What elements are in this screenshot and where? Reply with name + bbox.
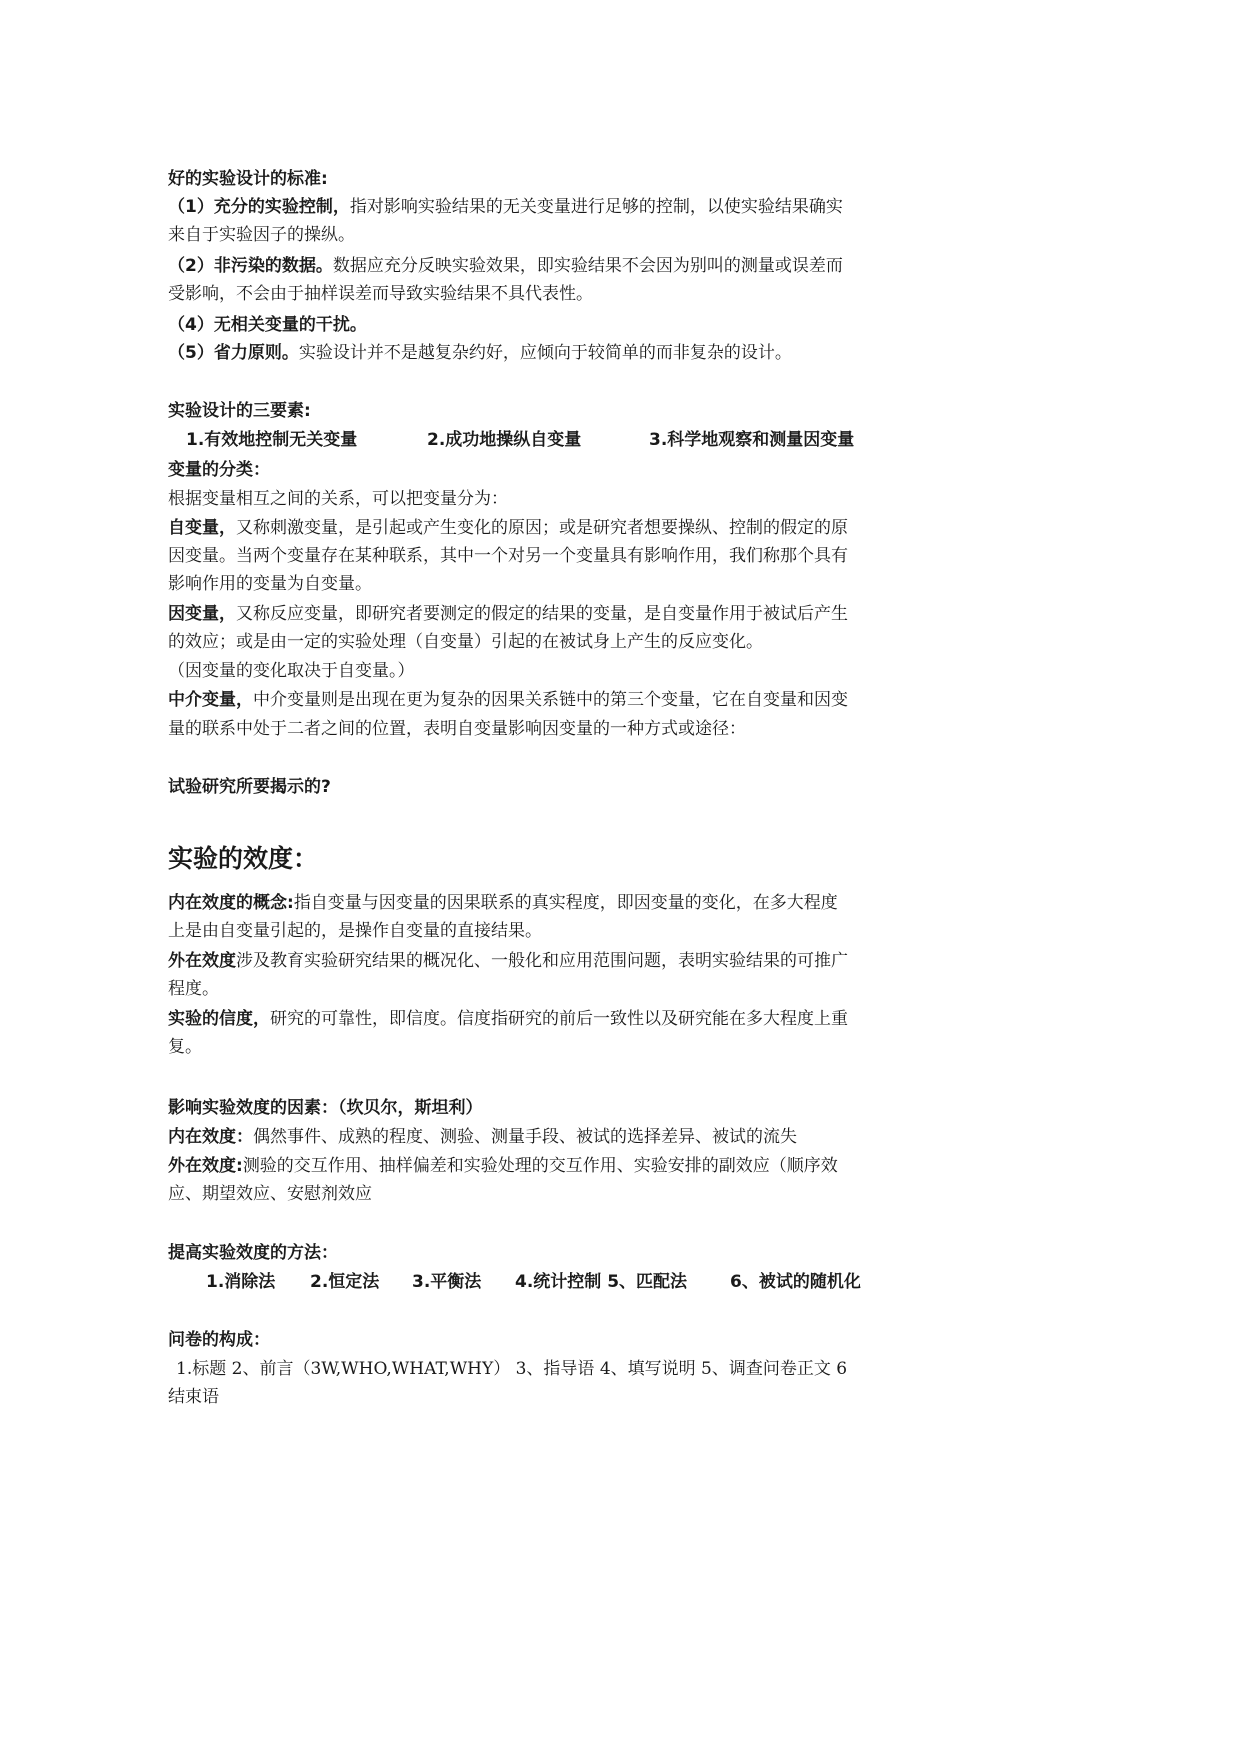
internal-validity [168, 890, 838, 916]
dv-note: （因变量的变化取决于自变量。） [168, 661, 415, 681]
elements-heading: 实验设计的三要素: [168, 401, 311, 421]
methods-item-1: 1.消除法 [206, 1272, 276, 1292]
criteria-item-1-cont: 来自于实验因子的操纵。 [168, 225, 355, 245]
mv-definition [168, 687, 848, 713]
validity-title: 实验的效度： [168, 844, 319, 873]
methods-heading: 提高实验效度的方法： [168, 1243, 338, 1263]
dv-text: 又称反应变量，即研究者要测定的假定的结果的变量，是自变量作用于被试后产生 [236, 604, 848, 624]
questionnaire-parts: 1.标题 2、前言（3W,WHO,WHAT,WHY） 3、指导语 4、填写说明 5、调查问卷正文 6 [176, 1359, 848, 1379]
reliability-cont: 复。 [168, 1037, 202, 1057]
factors-internal-text: 偶然事件、成熟的程度、测验、测量手段、被试的选择差异、被试的流失 [253, 1127, 797, 1147]
dv-label: 因变量， [168, 604, 236, 624]
criteria-item-2-text: 数据应充分反映实验效果，即实验结果不会因为别叫的测量或误差而 [332, 256, 843, 276]
dv-text-cont: 的效应；或是由一定的实验处理（自变量）引起的在被试身上产生的反应变化。 [168, 632, 763, 652]
questionnaire-heading: 问卷的构成： [168, 1330, 270, 1350]
external-validity-cont: 程度。 [168, 979, 219, 999]
criteria-item-5 [168, 340, 792, 366]
external-validity [168, 948, 848, 974]
iv-definition [168, 515, 848, 541]
reliability [168, 1006, 848, 1032]
research-question: 试验研究所要揭示的? [168, 777, 331, 797]
internal-validity-cont: 上是由自变量引起的，是操作自变量的直接结果。 [168, 921, 542, 941]
criteria-heading: 好的实验设计的标准: [168, 169, 328, 189]
iv-text: 又称刺激变量，是引起或产生变化的原因；或是研究者想要操纵、控制的假定的原 [236, 518, 848, 538]
variables-heading: 变量的分类： [168, 460, 270, 480]
mv-label: 中介变量， [168, 690, 253, 710]
methods-item-5: 6、被试的随机化 [730, 1272, 861, 1292]
criteria-item-1-label: （1）充分的实验控制， [168, 197, 350, 217]
reliability-text: 研究的可靠性，即信度。信度指研究的前后一致性以及研究能在多大程度上重 [270, 1009, 848, 1029]
factors-internal [168, 1124, 797, 1150]
iv-label: 自变量， [168, 518, 236, 538]
elements-item-1: 1.有效地控制无关变量 [186, 430, 358, 450]
iv-text-cont-1: 因变量。当两个变量存在某种联系，其中一个对另一个变量具有影响作用，我们称那个具有 [168, 546, 848, 566]
criteria-item-2-label: （2）非污染的数据。 [168, 256, 333, 276]
variables-intro: 根据变量相互之间的关系，可以把变量分为： [168, 489, 508, 509]
factors-external [168, 1153, 838, 1179]
factors-external-label: 外在效度: [168, 1156, 243, 1176]
factors-external-text: 测验的交互作用、抽样偏差和实验处理的交互作用、实验安排的副效应（顺序效 [242, 1156, 838, 1176]
criteria-item-1 [168, 194, 843, 220]
document-page [168, 0, 958, 1557]
internal-validity-text: 指自变量与因变量的因果联系的真实程度，即因变量的变化，在多大程度 [293, 893, 838, 913]
factors-heading: 影响实验效度的因素：（坎贝尔，斯坦利） [168, 1098, 483, 1118]
criteria-item-5-label: （5）省力原则。 [168, 343, 299, 363]
elements-item-3: 3.科学地观察和测量因变量 [649, 430, 855, 450]
criteria-item-5-text: 实验设计并不是越复杂约好，应倾向于较简单的而非复杂的设计。 [298, 343, 792, 363]
criteria-item-1-text: 指对影响实验结果的无关变量进行足够的控制，以使实验结果确实 [349, 197, 843, 217]
methods-item-2: 2.恒定法 [310, 1272, 380, 1292]
iv-text-cont-2: 影响作用的变量为自变量。 [168, 574, 372, 594]
criteria-item-2 [168, 253, 843, 279]
reliability-label: 实验的信度， [168, 1009, 270, 1029]
questionnaire-parts-cont: 结束语 [168, 1387, 219, 1407]
internal-validity-label: 内在效度的概念: [168, 893, 294, 913]
external-validity-label: 外在效度 [168, 951, 236, 971]
methods-item-3: 3.平衡法 [412, 1272, 482, 1292]
criteria-item-2-cont: 受影响，不会由于抽样误差而导致实验结果不具代表性。 [168, 284, 593, 304]
factors-internal-label: 内在效度： [168, 1127, 253, 1147]
factors-external-cont: 应、期望效应、安慰剂效应 [168, 1184, 372, 1204]
elements-item-2: 2.成功地操纵自变量 [427, 430, 582, 450]
mv-text-cont: 量的联系中处于二者之间的位置，表明自变量影响因变量的一种方式或途径： [168, 719, 746, 739]
mv-text: 中介变量则是出现在更为复杂的因果关系链中的第三个变量，它在自变量和因变 [253, 690, 848, 710]
external-validity-text: 涉及教育实验研究结果的概况化、一般化和应用范围问题，表明实验结果的可推广 [236, 951, 848, 971]
methods-item-4: 4.统计控制 5、匹配法 [515, 1272, 688, 1292]
criteria-item-4: （4）无相关变量的干扰。 [168, 315, 367, 335]
dv-definition [168, 601, 848, 627]
